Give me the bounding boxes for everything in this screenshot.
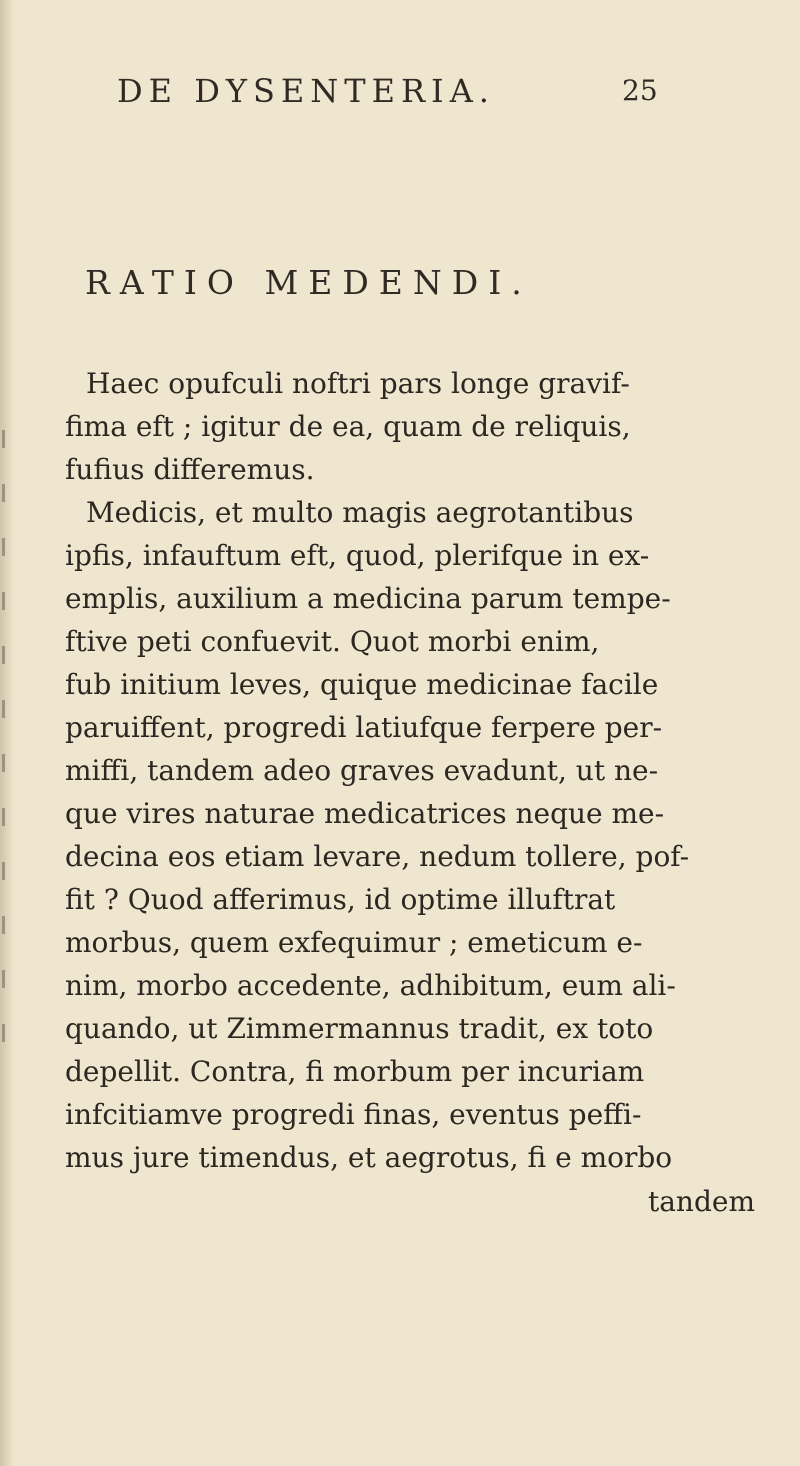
text-line: que vires naturae medicatrices neque me- (65, 797, 665, 830)
text-line: mus jure timendus, et aegrotus, fi e morbo (65, 1141, 673, 1174)
text-line: emplis, auxilium a medicina parum tempe- (65, 582, 671, 615)
page-number: 25 (622, 74, 658, 107)
text-line: miffi, tandem adeo graves evadunt, ut ne- (65, 754, 659, 787)
text-line: infcitiamve progredi finas, eventus peffi- (65, 1098, 642, 1131)
text-line: fub initium leves, quique medicinae facile (65, 668, 659, 701)
text-line: decina eos etiam levare, nedum tollere, pof- (65, 840, 690, 873)
running-head (117, 66, 677, 116)
text-line: depellit. Contra, fi morbum per incuriam (65, 1055, 645, 1088)
text-line: Haec opufculi noftri pars longe gravif- (86, 367, 630, 400)
text-line: ipfis, infauftum eft, quod, plerifque in ex- (65, 539, 650, 572)
running-title: DE DYSENTERIA. (117, 72, 495, 110)
text-line: nim, morbo accedente, adhibitum, eum ali- (65, 969, 676, 1002)
text-line: fima eft ; igitur de ea, quam de reliquis, (65, 410, 631, 443)
section-title: RATIO MEDENDI. (85, 263, 532, 302)
text-line: Medicis, et multo magis aegrotantibus (86, 496, 634, 529)
text-line: fit ? Quod afferimus, id optime illuftrat (65, 883, 616, 916)
body-text (65, 362, 755, 1223)
text-line: quando, ut Zimmermannus tradit, ex toto (65, 1012, 654, 1045)
catchword: tandem (647, 1185, 755, 1218)
text-line: ftive peti confuevit. Quot morbi enim, (65, 625, 600, 658)
text-line: fufius differemus. (65, 453, 315, 486)
text-line: paruiffent, progredi latiufque ferpere per- (65, 711, 663, 744)
facing-page-bleed (2, 430, 14, 1130)
text-line: morbus, quem exfequimur ; emeticum e- (65, 926, 643, 959)
